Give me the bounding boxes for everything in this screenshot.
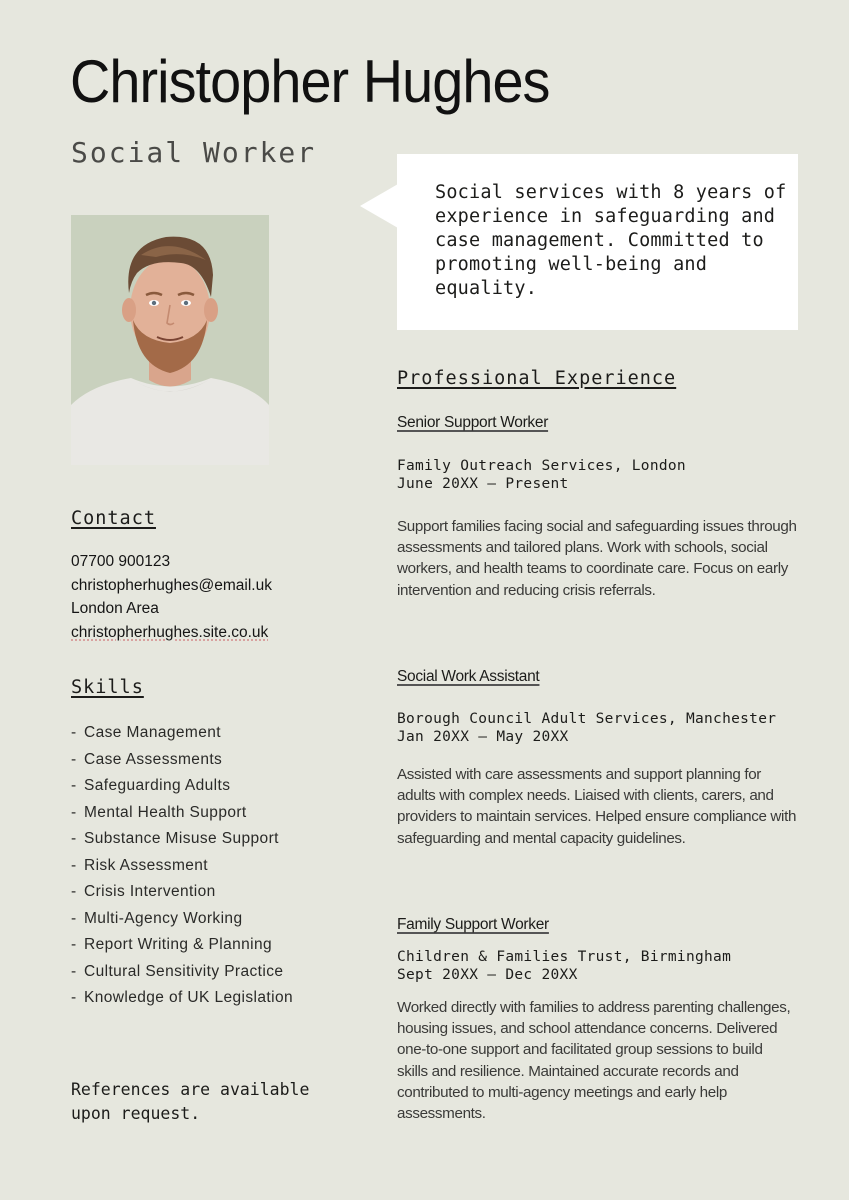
dash-bullet-icon: - [71,777,77,794]
dash-bullet-icon: - [71,883,77,900]
skill-label: Report Writing & Planning [84,936,273,953]
skill-item [71,800,293,827]
dash-bullet-icon: - [71,909,77,927]
contact-location: London Area [71,600,159,617]
contact-website-link[interactable]: christopherhughes.site.co.uk [71,623,269,641]
dash-bullet-icon: - [71,830,77,847]
skill-item [71,747,293,774]
contact-email[interactable]: christopherhughes@email.uk [71,576,272,594]
summary-text: Social services with 8 years of experience in safeguarding and case management. Committed to promoting well-being and equality. [435,182,787,299]
job-description: Assisted with care assessments and support planning for adults with complex needs. Liaised with clients, carers, and providers to maintain services. Helped ensure compliance with safeguarding and mental capacity guidelines. [397,766,797,847]
skill-item [71,773,293,800]
skill-item [71,932,293,959]
job-role: Social Worker [71,136,317,169]
dash-bullet-icon: - [71,936,77,953]
job-dates: June 20XX – Present [397,476,569,492]
skill-label: Cultural Sensitivity Practice [84,962,284,980]
skill-label: Risk Assessment [84,856,209,874]
profile-photo [71,215,269,465]
skill-label: Substance Misuse Support [84,830,279,847]
job-employer: Children & Families Trust, Birmingham [397,949,732,965]
skill-item [71,906,293,933]
skill-item [71,879,293,906]
skill-item [71,959,293,986]
skill-label: Mental Health Support [84,803,247,821]
skill-label: Case Assessments [84,750,223,768]
dash-bullet-icon: - [71,962,77,980]
dash-bullet-icon: - [71,803,77,821]
skill-item [71,720,293,747]
job-title: Senior Support Worker [397,414,549,431]
skill-item [71,853,293,880]
skill-item [71,985,293,1012]
job-description: Worked directly with families to address parenting challenges, housing issues, and school attendance concerns. Delivered one-to-one support and facilitated group sessions to build skills and resilience. Maintained accurate records and contributed to multi-agency meetings and early help assessments. [397,999,791,1123]
skill-label: Safeguarding Adults [84,777,231,794]
dash-bullet-icon: - [71,856,77,874]
job-dates: Jan 20XX – May 20XX [397,729,569,745]
dash-bullet-icon: - [71,724,77,741]
experience-heading: Professional Experience [397,368,677,389]
skill-label: Knowledge of UK Legislation [84,989,293,1006]
job-title: Social Work Assistant [397,668,540,685]
job-employer: Family Outreach Services, London [397,458,686,474]
skills-list [71,720,293,1012]
candidate-name: Christopher Hughes [70,48,550,115]
person-portrait-icon [71,215,269,465]
skill-item [71,826,293,853]
contact-heading: Contact [71,508,156,529]
contact-phone[interactable]: 07700 900123 [71,553,171,570]
skills-heading: Skills [71,677,144,698]
dash-bullet-icon: - [71,989,77,1006]
skill-label: Crisis Intervention [84,883,216,900]
job-title: Family Support Worker [397,916,549,933]
skill-label: Multi-Agency Working [84,909,243,927]
summary-bubble-tail [360,184,398,228]
dash-bullet-icon: - [71,750,77,768]
job-employer: Borough Council Adult Services, Manchester [397,711,777,727]
references-note: References are available upon request. [71,1080,310,1123]
job-description: Support families facing social and safeguarding issues through assessments and tailored plans. Work with schools, social workers, and health teams to coordinate care. Focus on early intervention and reducing crisis referrals. [397,518,797,599]
job-dates: Sept 20XX – Dec 20XX [397,967,578,983]
skill-label: Case Management [84,724,221,741]
contact-list [71,550,272,644]
